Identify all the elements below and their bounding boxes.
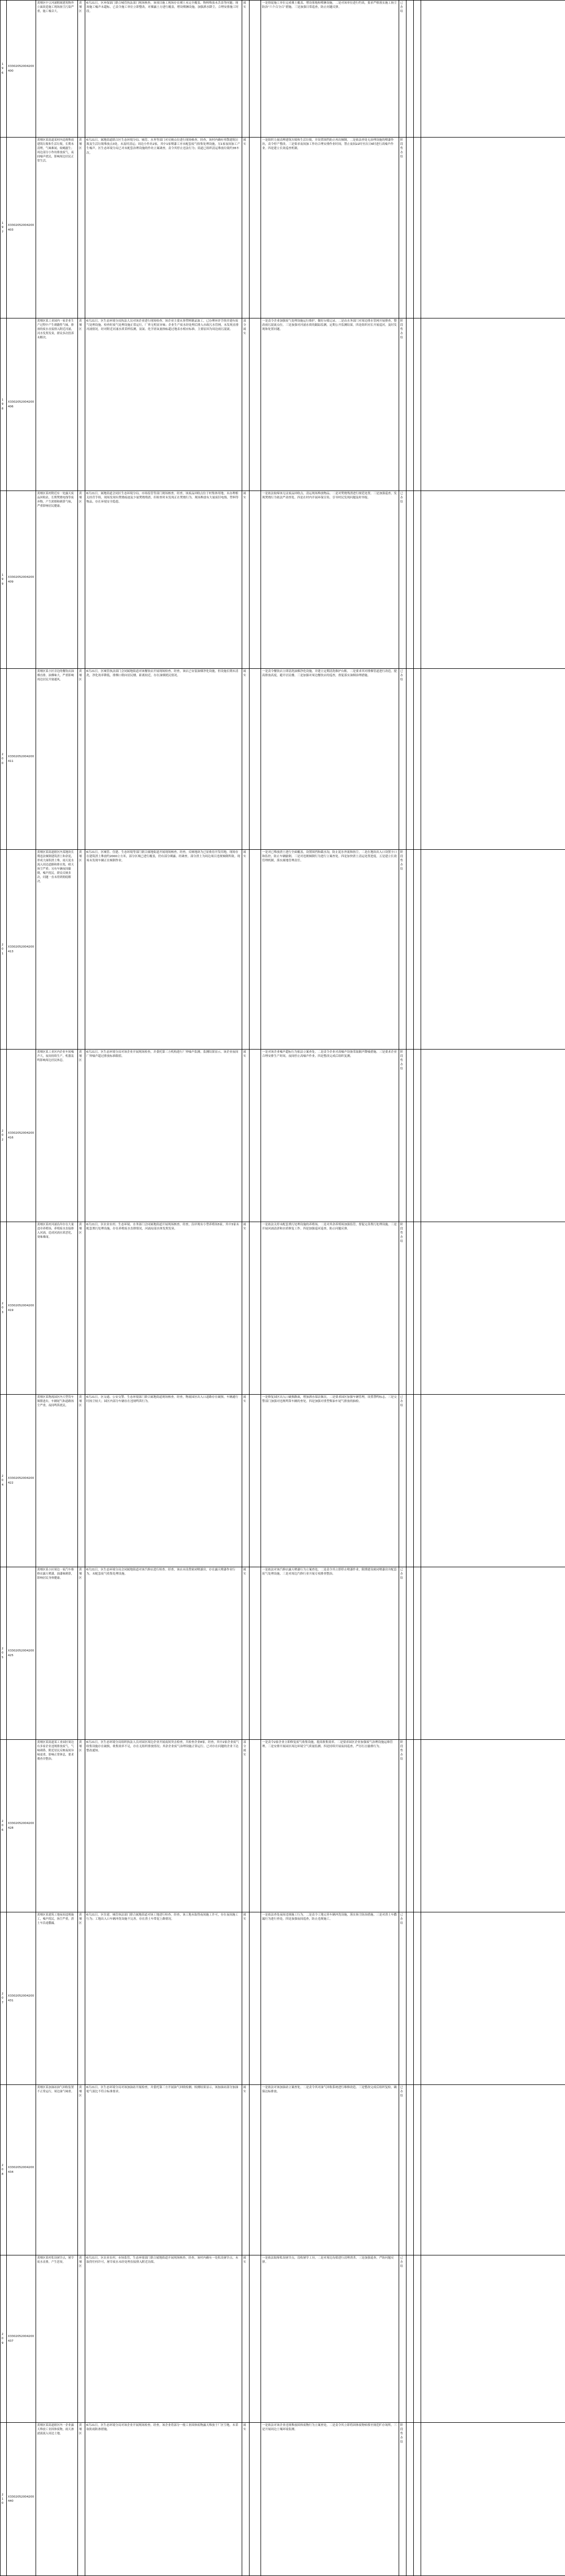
row-status: 已办结	[399, 1, 406, 138]
row-blank-c	[414, 1222, 421, 1395]
row-blank-b	[406, 669, 414, 850]
row-index: 203	[1, 1222, 7, 1395]
row-blank-b	[406, 138, 414, 318]
row-complaint: 黄埔区某村附近有一处露天废品回收站，长期焚烧电线等废弃物，产生浓烟和刺鼻气味，严重影响居民健康。	[36, 491, 78, 669]
row-findings: 6月21日，区生态环境分局组织执法人员对园区周边企业开展夜间突击检查，共检查企业8家。经查，其中2家企业废气收集设施存在破损，收集效率不足，存在无组织排放情况；其余企业废气治理设施正常运行。已对存在问题的企业下达整改通知。	[85, 1740, 242, 1912]
row-blank-a	[250, 850, 261, 1050]
row-index: 197	[1, 138, 7, 318]
row-blank-b	[406, 1740, 414, 1912]
row-complaint: 黄埔区某物流园区内大型货车频繁进出，车辆尾气和道路扬尘严重，夜间鸣笛扰民。	[36, 1395, 78, 1567]
row-actions: 一是责令企业加强废气处理设施运行维护，做好台账记录。二是由水务部门对周边排水管网开展排查，整改雨污混流点位。三是加强对河涌水质的跟踪监测，定期公开监测结果。四是组织河长开展巡河，及时发现和处置问题。	[261, 318, 399, 491]
row-verdict: 属实	[242, 1, 250, 138]
table-row	[1, 1222, 565, 1395]
row-status: 已办结	[399, 1395, 406, 1567]
table-row	[1, 2423, 565, 2576]
row-verdict: 属实	[242, 2085, 250, 2255]
row-findings: 6月21日，区环保部门联合城管执法部门现场核查，该项目施工现场存在裸土未完全覆盖、物料堆放未苫盖等问题；现场施工噪声未超标。已责令施工单位立即整改，对裸露土方进行覆盖，增设喷淋设施，加强洒水降尘，合理安排施工时段。	[85, 1, 242, 138]
row-blank-a	[250, 1395, 261, 1567]
row-complaint: 黄埔区某小区周边一家汽车维修店露天喷漆，油漆味刺鼻，影响居民身体健康。	[36, 1567, 78, 1740]
row-findings: 6月21日，区生态环境分局执法人员对该企业进行现场检查。该企业主要从事塑料制品加工，已办理环评手续并建有废气处理设施。检查时废气处理设施正常运行，厂界无明显异味；企业生产废水经处理后排入市政污水管网，未发现直排河涌情况。经对附近河涌水质采样监测，氨氮、化学需氧量指标超过地表水相应标准，主要原因为周边雨污混流。	[85, 318, 242, 491]
table-row	[1, 2085, 565, 2255]
row-blank-c	[414, 138, 421, 318]
table-row	[1, 1567, 565, 1740]
row-district: 黄埔区	[78, 2423, 85, 2576]
row-district: 黄埔区	[78, 1567, 85, 1740]
row-blank-c	[414, 318, 421, 491]
table-row	[1, 1, 565, 138]
row-complaint: 黄埔区某街道某村内违规堆放建筑垃圾和生活垃圾，长期未清理，气味难闻，蚊蝇滋生；周边部分小作坊排放废气，夜间噪声扰民，影响周边居民正常生活。	[36, 138, 78, 318]
row-blank-c	[414, 2085, 421, 2255]
row-blank-a	[250, 1912, 261, 2085]
row-district: 黄埔区	[78, 669, 85, 850]
row-verdict: 属实	[242, 1912, 250, 2085]
row-actions: 一是督促施工单位完成裸土覆盖、增设雾炮和喷淋设施。二是对该单位进行约谈，要求严格落实施工扬尘防治“六个百分百”措施。三是加强日常巡查，防止问题反弹。	[261, 1, 399, 138]
row-district: 黄埔区	[78, 2085, 85, 2255]
table-row	[1, 1740, 565, 1912]
row-verdict: 属实	[242, 669, 250, 850]
row-district: 黄埔区	[78, 1, 85, 138]
row-index: 210	[1, 2423, 7, 2576]
row-verdict: 属实	[242, 138, 250, 318]
table-row	[1, 138, 565, 318]
row-blank-b	[406, 2085, 414, 2255]
row-index: 201	[1, 850, 7, 1050]
row-blank-c	[414, 1395, 421, 1567]
row-status: 已办结	[399, 1912, 406, 2085]
row-blank-d	[421, 1740, 565, 1912]
row-findings: 6月21日，区生态环境分局会同属地街道对该汽修店进行检查。经查，该店未设置密闭喷漆房，存在露天喷漆作业行为，未配套废气收集处理设施。	[85, 1567, 242, 1740]
row-district: 黄埔区	[78, 1740, 85, 1912]
row-status: 阶段性办结	[399, 1222, 406, 1395]
row-code: X3302052004200434	[7, 2085, 36, 2255]
row-blank-a	[250, 669, 261, 850]
row-actions: 一是组织力量清理建筑垃圾和生活垃圾，并设置围挡防止再次倾倒。二是依法查处无治理设施的喷漆作坊，责令停产整改。三是要求夜间加工作坊合理安排作业时间，禁止夜间22时至次日6时进行高噪声作业。四是建立长效巡查机制。	[261, 138, 399, 318]
row-verdict: 属实	[242, 2423, 250, 2576]
row-status: 已办结	[399, 2255, 406, 2423]
row-blank-d	[421, 850, 565, 1050]
row-district: 黄埔区	[78, 1050, 85, 1222]
row-blank-d	[421, 1912, 565, 2085]
row-blank-a	[250, 1050, 261, 1222]
row-actions: 一是对该企业噪声超标行为依法立案查处。二是责令企业对高噪声设备采取隔声降噪措施。三是要求企业合理安排生产时间，夜间停止高噪声作业。四是整改完成后组织复测。	[261, 1050, 399, 1222]
row-blank-b	[406, 850, 414, 1050]
row-verdict: 属实	[242, 1567, 250, 1740]
table-row	[1, 1395, 565, 1567]
row-findings: 6月21日，区城管执法部门会同属地街道对该餐饮店开展现场检查。经查，该店已安装油烟净化设施，但设施长期未清洗，净化效率降低，排烟口朝向居民楼，距离较近，存在油烟扰民情况。	[85, 669, 242, 850]
row-findings: 6月21日，区农业农村、市场监管、生态环境部门联合属地街道开展现场核查。经查，该村内确有一处私设屠宰点，未取得任何许可，屠宰废水未经处理直接排入附近沟渠。	[85, 2255, 242, 2423]
row-district: 黄埔区	[78, 1395, 85, 1567]
row-code: X3302052004200425	[7, 1567, 36, 1740]
row-index: 206	[1, 1740, 7, 1912]
row-status: 阶段性办结	[399, 1050, 406, 1222]
table-row	[1, 1912, 565, 2085]
row-blank-d	[421, 138, 565, 318]
row-status: 已办结	[399, 2085, 406, 2255]
row-actions: 一是对已堆放渣土进行全面覆盖，设置围挡和截水沟，防止泥水外流和扬尘。二是在地块出入口设置卡口和监控，防止车辆偷倒。三是对违规倾倒行为进行立案查处。四是加快渣土清运处置进度。五是建立长效管理机制，落实属地管理责任。	[261, 850, 399, 1050]
row-actions: 一是责令2家企业立即修复废气收集设施，提高收集效率。二是要求园区企业加强废气治理设施运维管理。三是安排开展园区周边环境空气质量监测。四是持续开展夜间巡查，严厉打击偷排行为。	[261, 1740, 399, 1912]
row-blank-c	[414, 2255, 421, 2423]
row-complaint: 黄埔区某街道某工业园区周边有多家企业违规排放废气，气味刺鼻，附近居民反映夜间异味更重，影响正常休息，要求彻查并整治。	[36, 1740, 78, 1912]
row-actions: 一是修复园区出入口破损路面，增加洒水保洁频次。二是要求园区加强车辆管理，设置禁鸣标志。三是交警部门加强对违规鸣笛车辆的查处。四是加强对重型柴油车尾气排放的抽检。	[261, 1395, 399, 1567]
row-findings: 6月21日，区住建、城管执法部门联合属地街道对该工地进行检查。经查，该工地未取得夜间施工许可，存在夜间施工行为；工地出入口车辆冲洗设施不完善，存在渣土车带泥上路情况。	[85, 1912, 242, 2085]
row-blank-d	[421, 2423, 565, 2576]
row-actions: 一是依法取缔私设屠宰点，没收屠宰工具。二是对周边沟渠进行清理消杀。三是加强巡查，严防问题反弹。	[261, 2255, 399, 2423]
row-actions: 一是依法关停未配套粪污处理设施的养殖场。二是对其余养殖场加强监管，督促完善粪污处理设施。三是开展河涌清淤和水质修复工作。四是加强巡河巡查，防止问题反弹。	[261, 1222, 399, 1395]
row-status: 已办结	[399, 491, 406, 669]
row-blank-d	[421, 1, 565, 138]
row-complaint: 黄埔区某建筑工地夜间违规施工，噪声扰民，扬尘严重，渣土车沿途撒漏。	[36, 1912, 78, 2085]
row-verdict: 部分属实	[242, 1740, 250, 1912]
row-code: X3302052004200428	[7, 1740, 36, 1912]
table-row	[1, 491, 565, 669]
row-blank-a	[250, 138, 261, 318]
table-row	[1, 2255, 565, 2423]
row-district: 黄埔区	[78, 491, 85, 669]
row-blank-c	[414, 850, 421, 1050]
row-blank-c	[414, 1912, 421, 2085]
row-verdict: 属实	[242, 491, 250, 669]
row-blank-c	[414, 491, 421, 669]
row-verdict: 属实	[242, 850, 250, 1050]
row-code: X3302052004200440	[7, 2423, 36, 2576]
row-findings: 6月21日，区农业农村、生态环境、水务部门会同属地街道开展现场核查。经查，沿岸现有小型养殖场5家，其中3家未配套粪污处理设施，存在养殖废水直排情况，河涌局部水体发黑发臭。	[85, 1222, 242, 1395]
row-status: 阶段性办结	[399, 850, 406, 1050]
row-complaint: 黄埔区某村河涌沿岸存在大量违章养殖场，养殖废水直接排入河涌，造成河涌水质恶化，臭味难闻。	[36, 1222, 78, 1395]
row-code: X3302052004200431	[7, 1912, 36, 2085]
row-findings: 6月21日，区交通、公安交警、生态环境部门联合属地街道现场核查。经查，物流园区出入口道路存在破损，车辆通行时扬尘较大；园区内部分车辆存在违规鸣笛行为。	[85, 1395, 242, 1567]
row-status: 阶段性办结	[399, 138, 406, 318]
row-district: 黄埔区	[78, 138, 85, 318]
row-verdict: 部分属实	[242, 318, 250, 491]
row-blank-a	[250, 2085, 261, 2255]
row-blank-b	[406, 2423, 414, 2576]
row-blank-d	[421, 318, 565, 491]
row-blank-d	[421, 1050, 565, 1222]
row-index: 198	[1, 318, 7, 491]
row-blank-c	[414, 669, 421, 850]
row-district: 黄埔区	[78, 850, 85, 1050]
row-blank-a	[250, 1222, 261, 1395]
row-blank-b	[406, 491, 414, 669]
row-actions: 一是依法对该加油站立案查处。二是责令其对油气回收系统进行维修改造。三是整改完成后组织复检，确保达标排放。	[261, 2085, 399, 2255]
row-complaint: 黄埔区某街道辖区内一企业露天堆放工业固体废物，雨天渗滤液流入周边土地。	[36, 2423, 78, 2576]
row-verdict: 属实	[242, 1395, 250, 1567]
row-findings: 6月21日，区生态环境分局对该加油站开展检查，并委托第三方开展油气回收检测。检测结果显示，该加油站部分加油枪气液比不符合标准要求。	[85, 2085, 242, 2255]
row-verdict: 属实	[242, 2255, 250, 2423]
row-blank-b	[406, 1050, 414, 1222]
row-actions: 一是依法对该汽修店露天喷漆行为立案查处。二是责令其立即停止喷漆作业，限期建设密闭喷漆房并配套废气处理设施。三是对周边汽修行业开展专项排查整治。	[261, 1567, 399, 1740]
row-findings: 6月21日，区生态环境分局对该企业开展现场检查。经查，该企业将部分一般工业固体废物露天堆放于厂区空地，未采取防雨防渗措施。	[85, 2423, 242, 2576]
row-complaint: 黄埔区某工业区内企业车间噪声大，夜间持续生产，机器轰鸣影响周边居民休息。	[36, 1050, 78, 1222]
row-complaint: 黄埔区某工业园内一家企业生产过程中产生刺激性气味，排放的废水直接排入附近河涌，河水发黑发臭，群众多次投诉未解决。	[36, 318, 78, 491]
row-blank-a	[250, 1567, 261, 1740]
row-code: X3302052004200400	[7, 1, 36, 138]
row-blank-b	[406, 1222, 414, 1395]
row-blank-a	[250, 2255, 261, 2423]
row-blank-d	[421, 2085, 565, 2255]
row-complaint: 黄埔区某街道辖区内某地块长期违法倾倒建筑渣土和余泥，形成大面积渣土堆，雨天泥水流入周边道路和排水渠，晴天扬尘严重；另有车辆夜间偷倒，噪声扰民。群众反映多次，问题一直未得到彻底解决。	[36, 850, 78, 1050]
row-blank-b	[406, 318, 414, 491]
row-complaint: 黄埔区中豆河涌附属建筑物外立面改造施工现场扬尘污染严重，施工噪音大。	[36, 1, 78, 138]
row-verdict: 属实	[242, 1050, 250, 1222]
row-code: X3302052004200437	[7, 2255, 36, 2423]
row-blank-d	[421, 1395, 565, 1567]
row-index: 208	[1, 2085, 7, 2255]
row-district: 黄埔区	[78, 318, 85, 491]
row-blank-a	[250, 318, 261, 491]
row-blank-c	[414, 2423, 421, 2576]
row-blank-a	[250, 1740, 261, 1912]
row-code: X3302052004200422	[7, 1395, 36, 1567]
row-complaint: 黄埔区某小区旁边的餐饮店油烟直排，油烟味大，严重影响周边居民开窗通风。	[36, 669, 78, 850]
row-verdict: 属实	[242, 1222, 250, 1395]
row-actions: 一是依法查处夜间违规施工行为。二是责令工地完善车辆冲洗设施，落实扬尘防治措施。三是对渣土车撒漏行为进行查处。四是加强夜间巡查，防止违规施工。	[261, 1912, 399, 2085]
row-code: X3302052004200411	[7, 669, 36, 850]
row-code: X3302052004200403	[7, 138, 36, 318]
row-code: X3302052004200416	[7, 1050, 36, 1222]
row-status: 阶段性办结	[399, 2423, 406, 2576]
row-code: X3302052004200406	[7, 318, 36, 491]
row-blank-c	[414, 1740, 421, 1912]
row-code: X3302052004200413	[7, 850, 36, 1050]
row-index: 204	[1, 1395, 7, 1567]
row-blank-b	[406, 1, 414, 138]
row-blank-d	[421, 1567, 565, 1740]
table-row	[1, 669, 565, 850]
row-status: 已办结	[399, 1567, 406, 1740]
row-district: 黄埔区	[78, 2255, 85, 2423]
row-blank-d	[421, 2255, 565, 2423]
row-blank-b	[406, 1395, 414, 1567]
row-blank-b	[406, 2255, 414, 2423]
row-district: 黄埔区	[78, 1222, 85, 1395]
row-blank-a	[250, 1, 261, 138]
row-status: 已办结	[399, 669, 406, 850]
row-code: X3302052004200419	[7, 1222, 36, 1395]
row-blank-d	[421, 669, 565, 850]
row-index: 207	[1, 1912, 7, 2085]
row-findings: 6月21日，区城管、住建、生态环境等部门联合属地街道开展现场核查。经查，反映地块为已征收待开发用地，现场存在建筑渣土堆放约2000立方米，部分区域已进行覆盖，仍有部分裸露。经调查，部分渣土为周边项目违规倾倒所致。现场未发现车辆正在倾倒作业。	[85, 850, 242, 1050]
row-findings: 6月21日，区生态环境分局对该企业开展现场检查，并委托第三方机构进行厂界噪声监测。监测结果显示，该企业夜间厂界噪声超过排放标准限值。	[85, 1050, 242, 1222]
table-row	[1, 850, 565, 1050]
row-blank-d	[421, 1222, 565, 1395]
row-complaint: 黄埔区某村私设屠宰点，屠宰废水直排，产生恶臭。	[36, 2255, 78, 2423]
row-blank-c	[414, 1, 421, 138]
row-blank-c	[414, 1050, 421, 1222]
row-index: 209	[1, 2255, 7, 2423]
row-findings: 6月21日，属地街道会同区生态环境分局、市场监管等部门现场核查。经查，该废品回收点位于村集体用地，未办理相关经营手续，现场发现有焚烧痕迹及少量焚烧残渣，但检查时未发现正在焚烧行为。现场堆放有大量废旧电线、塑料等物品，存在环境安全隐患。	[85, 491, 242, 669]
table-row	[1, 318, 565, 491]
row-actions: 一是依法对该企业违规堆放固体废物行为立案查处。二是责令其立即将固体废物转移至规范贮存场所。三是开展周边土壤环境监测。	[261, 2423, 399, 2576]
table-row	[1, 1050, 565, 1222]
row-blank-b	[406, 1567, 414, 1740]
row-blank-b	[406, 1912, 414, 2085]
row-blank-c	[414, 1567, 421, 1740]
row-index: 196	[1, 1, 7, 138]
row-findings: 6月21日，属地街道联合区生态环境分局、城管、水务等部门对反映点位进行现场核查。经查，该村内确有零散建筑垃圾及生活垃圾堆放点3处，未及时清运；周边小作坊2家，其中1家喷漆工序未配套废气收集处理设施，另1家夜间加工产生噪声。区生态环境分局已对未配套治理设施的作坊立案调查，责令其停止违法行为；街道已组织清运堆放垃圾约35车次。	[85, 138, 242, 318]
row-blank-a	[250, 2423, 261, 2576]
row-actions: 一是依法取缔该无证废品回收点，清运现场堆放物品。二是对焚烧残渣进行规范处置。三是加强巡查，发现焚烧行为依法严肃查处。四是在村内开展环保宣传，引导村民发现问题及时举报。	[261, 491, 399, 669]
row-blank-d	[421, 491, 565, 669]
row-blank-a	[250, 491, 261, 669]
row-index: 205	[1, 1567, 7, 1740]
row-district: 黄埔区	[78, 1912, 85, 2085]
row-complaint: 黄埔区某加油站油气回收装置不正常运行，周边油气味重。	[36, 2085, 78, 2255]
row-index: 202	[1, 1050, 7, 1222]
row-status: 阶段性办结	[399, 1740, 406, 1912]
row-actions: 一是责令餐饮店立即清洗油烟净化设施，并建立定期清洗维护台账。二是要求其对排烟管道进行改造，提高排放高度，避开居民楼。三是加强对周边餐饮店的巡查，督促落实油烟治理措施。	[261, 669, 399, 850]
row-status: 阶段性办结	[399, 318, 406, 491]
row-index: 200	[1, 669, 7, 850]
row-index: 199	[1, 491, 7, 669]
row-code: X3302052004200409	[7, 491, 36, 669]
